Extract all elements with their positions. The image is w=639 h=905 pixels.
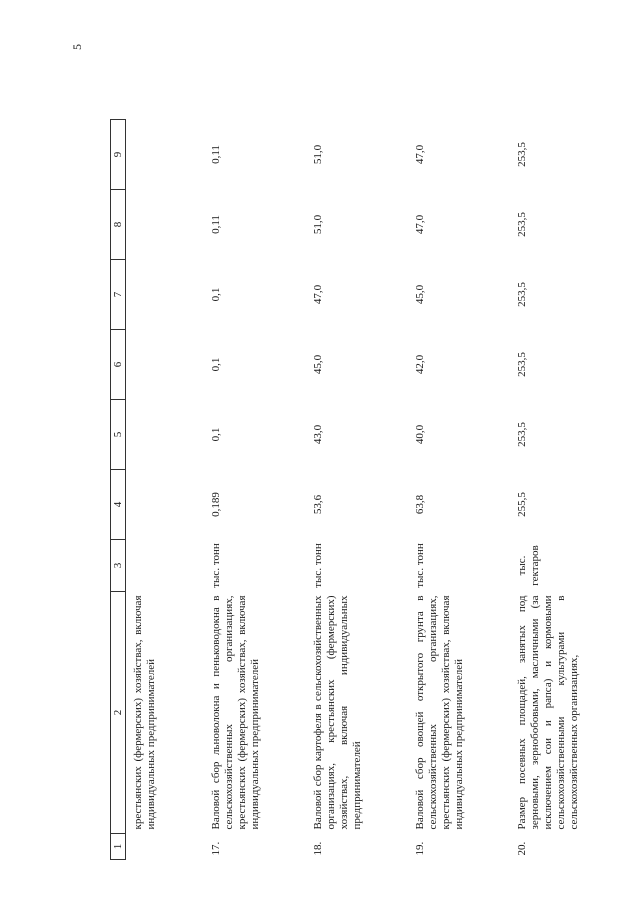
row-unit: тыс. гектаров: [516, 545, 541, 586]
row-value: 40,0: [414, 424, 426, 445]
row-description: Размер посевных площадей, занятых под зерновыми, зернобобовыми, масличными (за исключением сои и рапса) и кормовыми сельскохозяйственными культурами в сельскохозяйственных организациях,: [516, 595, 580, 830]
row-value: 63,8: [414, 494, 426, 515]
table-row: [126, 120, 205, 860]
table-row: [510, 120, 634, 860]
header-cell: 6: [111, 330, 126, 400]
row-value: [126, 260, 205, 330]
row-unit: [126, 540, 205, 592]
page-number: 5: [70, 44, 84, 50]
row-description: Валовой сбор картофеля в сельскохозяйственных организациях, крестьянских (фермерских) хозяйствах, включая индивидуальных предпринимателей: [312, 595, 363, 830]
row-unit: тыс. тонн: [312, 543, 324, 588]
header-cell: 7: [111, 260, 126, 330]
row-value: 0,189: [210, 492, 222, 517]
row-value: 47,0: [312, 284, 324, 305]
header-cell: 9: [111, 120, 126, 190]
row-value: 253,5: [516, 422, 528, 447]
header-cell: 5: [111, 400, 126, 470]
row-value: 253,5: [516, 282, 528, 307]
row-number: 20.: [516, 841, 528, 856]
rotated-table-container: [110, 120, 580, 860]
row-description: Валовой сбор овощей открытого грунта в сельскохозяйственных организациях, крестьянских (фермерских) хозяйствах, включая индивидуальных предпринимателей: [414, 595, 465, 830]
row-value: 47,0: [414, 214, 426, 235]
row-value: 0,1: [210, 287, 222, 302]
row-value: [126, 330, 205, 400]
row-value: 43,0: [312, 424, 324, 445]
row-value: 0,1: [210, 357, 222, 372]
row-value: 0,1: [210, 427, 222, 442]
header-cell: 2: [111, 592, 126, 834]
row-number: 18.: [312, 841, 324, 856]
row-value: 0,11: [210, 145, 222, 164]
row-value: 53,6: [312, 494, 324, 515]
row-number: 19.: [414, 841, 426, 856]
header-cell: 1: [111, 834, 126, 860]
row-description: крестьянских (фермерских) хозяйствах, включая индивидуальных предпринимателей: [132, 595, 157, 830]
table-row: [306, 120, 408, 860]
row-number: 17.: [210, 841, 222, 856]
table-row: [204, 120, 306, 860]
row-value: [126, 190, 205, 260]
table-row: [408, 120, 510, 860]
header-cell: 4: [111, 470, 126, 540]
row-value: 253,5: [516, 352, 528, 377]
row-value: 42,0: [414, 354, 426, 375]
header-cell: 3: [111, 540, 126, 592]
row-number: [126, 834, 205, 860]
row-value: 51,0: [312, 144, 324, 165]
row-value: 253,5: [516, 212, 528, 237]
row-description: Валовой сбор льноволокна и пеньководокна в сельскохозяйственных организациях, крестьянских (фермерских) хозяйствах, включая индивидуальных предпринимателей: [210, 595, 261, 830]
row-value: 255,5: [516, 492, 528, 517]
row-value: 51,0: [312, 214, 324, 235]
row-value: [126, 120, 205, 190]
row-value: 45,0: [414, 284, 426, 305]
header-row: [111, 120, 126, 860]
row-value: 0,11: [210, 215, 222, 234]
row-value: [126, 400, 205, 470]
row-value: 253,5: [516, 142, 528, 167]
row-value: 45,0: [312, 354, 324, 375]
row-unit: тыс. тонн: [414, 543, 426, 588]
row-value: 47,0: [414, 144, 426, 165]
indicators-table: [110, 119, 634, 860]
header-cell: 8: [111, 190, 126, 260]
row-unit: тыс. тонн: [210, 543, 222, 588]
row-value: [126, 470, 205, 540]
